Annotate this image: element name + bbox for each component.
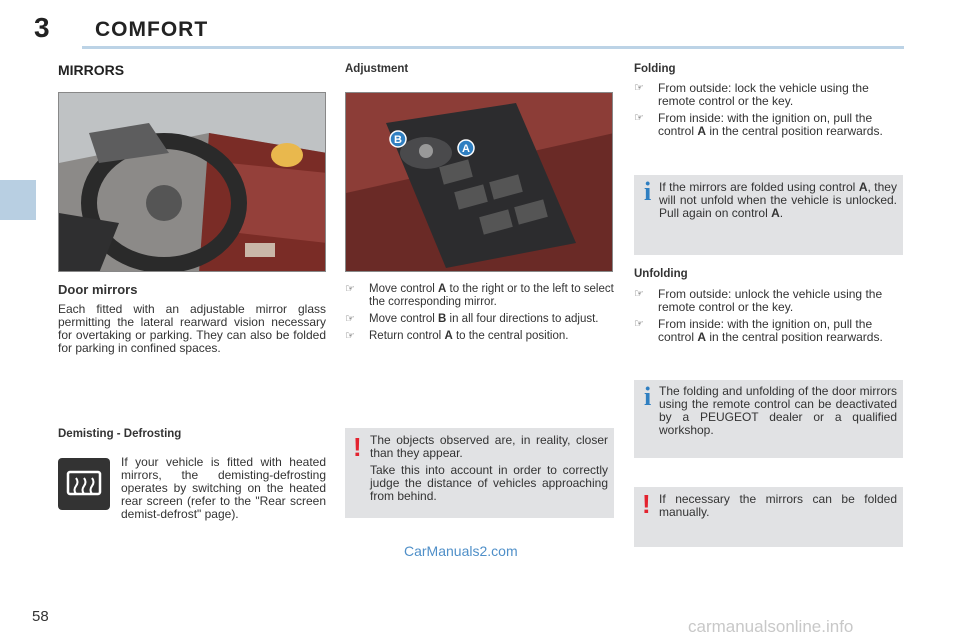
list-item: ☞ From inside: with the ignition on, pull the control A in the central position rearwards. xyxy=(634,317,883,344)
mirror-control-image xyxy=(345,92,613,272)
door-mirrors-heading: Door mirrors xyxy=(58,282,138,297)
pointing-hand-icon: ☞ xyxy=(634,318,644,330)
rear-screen-demist-icon xyxy=(58,458,110,510)
chapter-number: 3 xyxy=(34,12,50,43)
pointing-hand-icon: ☞ xyxy=(345,330,355,342)
info-text-deactivate: The folding and unfolding of the door mirrors using the remote control can be deactivated by a PEUGEOT dealer or a qualified workshop. xyxy=(659,384,897,437)
unfolding-steps xyxy=(634,288,904,348)
chapter-title: COMFORT xyxy=(95,18,209,41)
warning-text-2: Take this into account in order to correctly judge the distance of vehicles approaching from behind. xyxy=(370,463,608,503)
pointing-hand-icon: ☞ xyxy=(634,288,644,300)
list-item: ☞ From outside: unlock the vehicle using the remote control or the key. xyxy=(634,287,883,314)
info-box-folded xyxy=(634,175,903,255)
list-item: ☞ Move control A to the right or to the left to select the corresponding mirror. xyxy=(345,283,614,308)
info-icon: i xyxy=(644,382,652,411)
watermark-carmanuals2: CarManuals2.com xyxy=(404,543,518,559)
demisting-heading: Demisting - Defrosting xyxy=(58,428,182,440)
header-rule xyxy=(82,46,904,49)
list-item: ☞ Move control B in all four directions to adjust. xyxy=(345,313,599,325)
pointing-hand-icon: ☞ xyxy=(345,313,355,325)
pointing-hand-icon: ☞ xyxy=(634,112,644,124)
adjustment-heading: Adjustment xyxy=(345,63,409,75)
warning-box-manual xyxy=(634,487,903,547)
warning-text-1: The objects observed are, in reality, closer than they appear. xyxy=(370,433,608,460)
exclamation-icon: ! xyxy=(642,489,651,519)
watermark-carmanualsonline: carmanualsonline.info xyxy=(688,617,854,636)
folding-heading: Folding xyxy=(634,63,676,75)
info-icon: i xyxy=(644,177,652,206)
section-title: MIRRORS xyxy=(58,62,125,78)
page-number: 58 xyxy=(32,608,49,625)
control-b-label: B xyxy=(394,134,402,146)
warning-box-observed xyxy=(345,428,614,518)
info-box-deactivate xyxy=(634,380,903,458)
chapter-side-tab xyxy=(0,180,36,220)
pointing-hand-icon: ☞ xyxy=(634,82,644,94)
unfolding-heading: Unfolding xyxy=(634,268,688,280)
demisting-description: If your vehicle is fitted with heated mirrors, the demisting-defrosting operates by switching on the heated rear screen (refer to the "Rear screen demist-defrost" page). xyxy=(121,455,326,521)
adjustment-steps xyxy=(345,283,615,347)
info-text-folded: If the mirrors are folded using control A, they will not unfold when the vehicle is unlocked. Pull again on control A. xyxy=(659,180,897,220)
pointing-hand-icon: ☞ xyxy=(345,283,355,295)
folding-steps xyxy=(634,82,904,142)
door-mirror-interior-image xyxy=(58,92,326,272)
list-item: ☞ From outside: lock the vehicle using the remote control or the key. xyxy=(634,81,869,108)
warning-text-manual: If necessary the mirrors can be folded manually. xyxy=(659,492,897,519)
door-mirrors-description: Each fitted with an adjustable mirror glass permitting the lateral rearward vision necessary for overtaking or parking. They can also be folded for parking in confined spaces. xyxy=(58,302,326,355)
exclamation-icon: ! xyxy=(353,432,362,462)
list-item: ☞ Return control A to the central position. xyxy=(345,330,569,342)
control-a-label: A xyxy=(462,143,470,155)
list-item: ☞ From inside: with the ignition on, pull the control A in the central position rearwards. xyxy=(634,111,883,138)
